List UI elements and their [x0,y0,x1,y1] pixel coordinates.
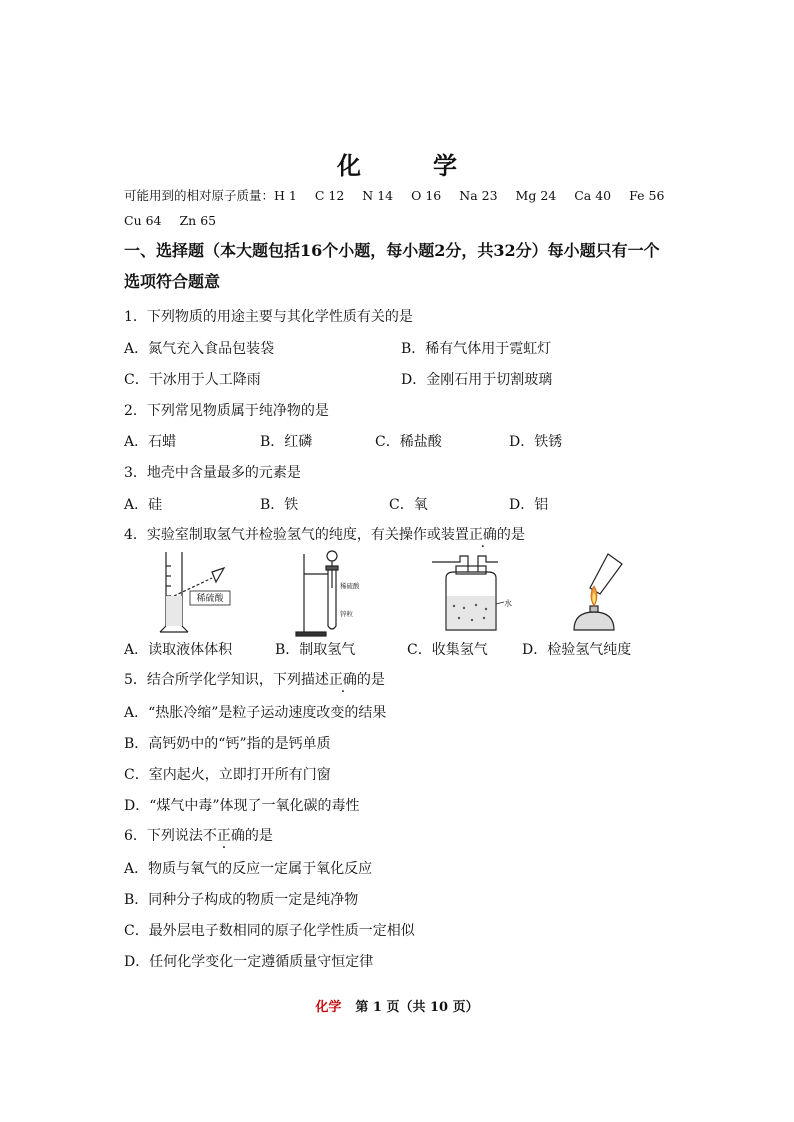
question-6-stem [124,825,273,845]
question-2-option-c: C．稀盐酸 [375,434,442,450]
question-4-stem-post: 的是 [496,527,525,543]
atomic-mass-item: Mg 24 [515,188,557,203]
question-2-option-a: A．石蜡 [124,434,177,450]
atomic-mass-item: O 16 [411,188,442,203]
question-6-stem-post: 的是 [244,828,273,844]
question-1-option-a: A．氮气充入食品包装袋 [124,341,275,357]
question-4-option-d: D．检验氢气纯度 [522,642,632,658]
figure-c-label: 水 [504,599,512,608]
question-4-stem-pre: 4．实验室制取氢气并检验氢气的纯度，有关操作或装置 [124,527,469,543]
atomic-mass-item: H 1 [274,188,297,203]
question-2-option-d: D．铁锈 [509,434,563,450]
question-4-option-b: B．制取氢气 [275,642,356,658]
figure-a-graduated-cylinder [154,548,244,638]
figure-a-label: 稀硫酸 [196,594,224,604]
atomic-mass-item: C 12 [314,188,345,203]
page-footer [0,996,794,1015]
question-4-option-c: C．收集氢气 [407,642,488,658]
question-5-option-b: B．高钙奶中的“钙”指的是钙单质 [124,736,331,752]
question-6-option-a: A．物质与氧气的反应一定属于氧化反应 [124,861,373,877]
footer-page-number: 第 1 页（共 10 页） [355,1000,479,1015]
question-3-option-d: D．铝 [509,497,549,513]
atomic-mass-item: Ca 40 [574,188,612,203]
question-1-stem: 1．下列物质的用途主要与其化学性质有关的是 [124,309,413,325]
question-5-option-a: A．“热胀冷缩”是粒子运动速度改变的结果 [124,705,387,721]
question-5-option-c: C．室内起火，立即打开所有门窗 [124,767,331,783]
atomic-mass-item: Zn 65 [179,213,217,228]
question-4-stem-emphasis: 正确 [468,527,497,543]
question-3-stem: 3．地壳中含量最多的元素是 [124,465,301,481]
figure-b-hydrogen-generator [294,548,364,638]
page-title: 化 学 [337,151,481,180]
atomic-mass-item: Na 23 [459,188,498,203]
atomic-mass-line-2 [124,213,234,228]
question-6-stem-pre: 6．下列说法 [124,828,203,844]
question-3-option-b: B．铁 [260,497,299,513]
figure-b-label-acid: 稀硫酸 [340,582,360,590]
question-5-stem-pre: 5．结合所学化学知识，下列描述 [124,672,329,688]
footer-subject: 化学 [315,1000,342,1015]
atomic-mass-item: N 14 [362,188,394,203]
question-6-option-b: B．同种分子构成的物质一定是纯净物 [124,892,359,908]
atomic-mass-line-1 [124,186,682,204]
question-4-option-a: A．读取液体体积 [124,642,233,658]
figure-b-label-zinc: 锌粒 [340,610,353,618]
question-1-option-c: C．干冰用于人工降雨 [124,372,261,388]
section-heading-line-2: 选项符合题意 [124,272,221,291]
atomic-mass-label: 可能用到的相对原子质量： [124,188,275,203]
question-5-stem-emphasis: 正确 [328,672,357,688]
question-2-stem: 2．下列常见物质属于纯净物的是 [124,403,329,419]
question-2-option-b: B．红磷 [260,434,313,450]
question-5-stem-post: 的是 [356,672,385,688]
question-3-option-c: C．氧 [389,497,428,513]
question-6-stem-emphasis: 不正确 [202,828,245,844]
question-6-option-c: C．最外层电子数相同的原子化学性质一定相似 [124,923,415,939]
figure-d-purity-test [564,548,644,638]
question-3-option-a: A．硅 [124,497,163,513]
section-heading-line-1: 一、选择题（本大题包括16个小题，每小题2分，共32分）每小题只有一个 [124,241,660,260]
question-1-option-d: D．金刚石用于切割玻璃 [401,372,553,388]
question-4-stem [124,524,525,544]
question-4-figures [124,548,684,638]
question-1-option-b: B．稀有气体用于霓虹灯 [401,341,552,357]
question-6-option-d: D．任何化学变化一定遵循质量守恒定律 [124,954,374,970]
question-5-stem [124,669,385,689]
atomic-mass-item: Fe 56 [629,188,665,203]
figure-c-gas-collection [424,548,514,638]
atomic-mass-item: Cu 64 [124,213,162,228]
question-5-option-d: D．“煤气中毒”体现了一氧化碳的毒性 [124,798,360,814]
